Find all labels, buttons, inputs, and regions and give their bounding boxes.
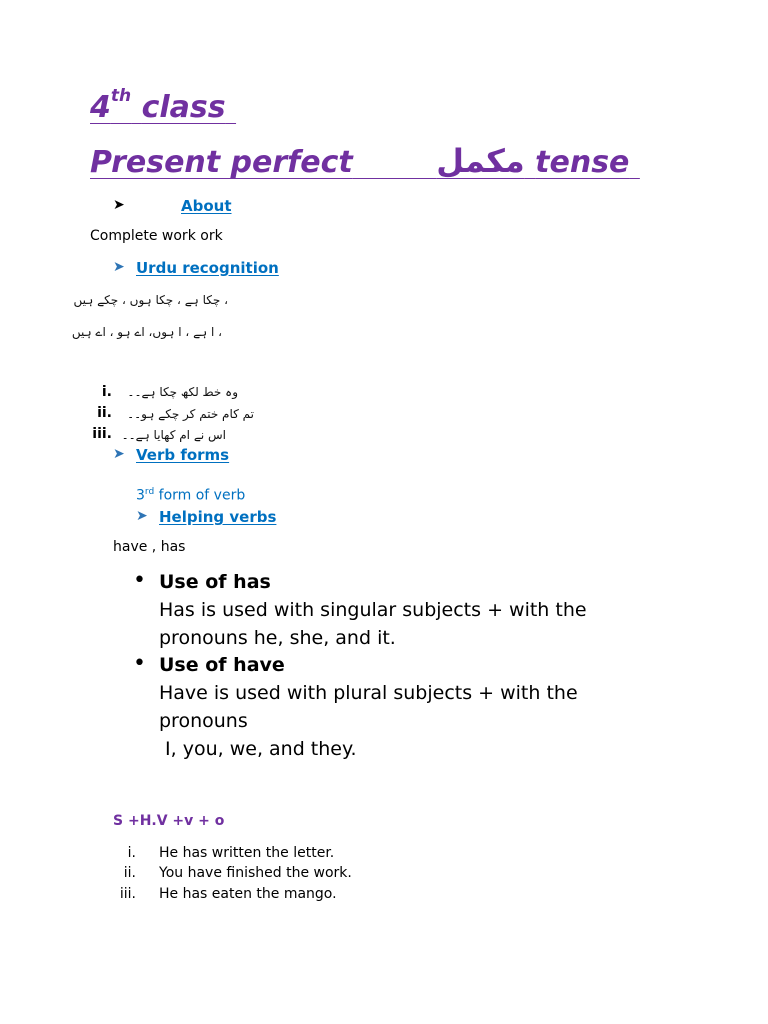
tense-urdu: مکمل	[436, 142, 525, 180]
about-text: Complete work ork	[90, 228, 223, 244]
example-sentence: He has written the letter.	[159, 845, 335, 861]
rule-block	[159, 568, 587, 652]
round-bullet-icon: •	[133, 651, 146, 676]
tense-left: Present perfect	[90, 145, 353, 180]
formula: S +H.V +v + o	[113, 813, 225, 829]
rule-heading: Use of have	[159, 654, 285, 676]
round-bullet-icon: •	[133, 568, 146, 593]
list-number: ii.	[97, 405, 112, 421]
rule-text: pronouns	[159, 710, 248, 732]
helping-verbs-link[interactable]: Helping verbs	[159, 508, 277, 526]
list-number: i.	[127, 845, 136, 861]
rule-block	[159, 651, 578, 763]
class-word: class	[141, 90, 226, 125]
rule-heading: Use of has	[159, 571, 271, 593]
about-link[interactable]: About	[181, 197, 232, 215]
list-number: iii.	[92, 426, 112, 442]
helping-verbs-list: have , has	[113, 539, 186, 555]
verb-forms-link[interactable]: Verb forms	[136, 446, 230, 464]
form-number: 3	[136, 487, 145, 504]
list-number: iii.	[119, 886, 136, 902]
arrow-bullet-icon: ➤	[113, 446, 125, 462]
example-sentence: He has eaten the mango.	[159, 886, 337, 902]
example-sentence: You have finished the work.	[159, 865, 352, 881]
urdu-example: وہ خط لکھ چکا ہے۔۔	[127, 385, 238, 399]
list-number: ii.	[123, 865, 136, 881]
rule-text: pronouns he, she, and it.	[159, 627, 396, 649]
form-label: form of verb	[158, 487, 246, 504]
page-title	[90, 142, 640, 180]
rule-text: I, you, we, and they.	[159, 738, 357, 760]
class-number: 4	[90, 90, 111, 125]
urdu-recognition-link[interactable]: Urdu recognition	[136, 259, 279, 277]
arrow-bullet-icon: ➤	[113, 259, 125, 275]
urdu-line: ، چکا ہے ، چکا ہوں ، چکے ہیں	[73, 293, 228, 307]
arrow-bullet-icon: ➤	[136, 508, 148, 524]
form-superscript: rd	[144, 487, 155, 497]
class-superscript: th	[110, 86, 132, 106]
verb-form-text	[136, 487, 245, 504]
tense-right: tense	[535, 145, 630, 180]
urdu-line: ، ا ہے ، ا ہوں، اے ہو ، اے ہیں	[71, 325, 222, 339]
class-heading	[90, 86, 236, 125]
rule-text: Has is used with singular subjects + with the	[159, 599, 587, 621]
urdu-example: اس نے ام کھایا ہے۔۔	[121, 428, 226, 442]
rule-text: Have is used with plural subjects + with the	[159, 682, 578, 704]
arrow-bullet-icon: ➤	[113, 197, 125, 213]
list-number: i.	[101, 384, 112, 400]
urdu-example: تم کام ختم کر چکے ہو۔۔	[127, 407, 254, 421]
